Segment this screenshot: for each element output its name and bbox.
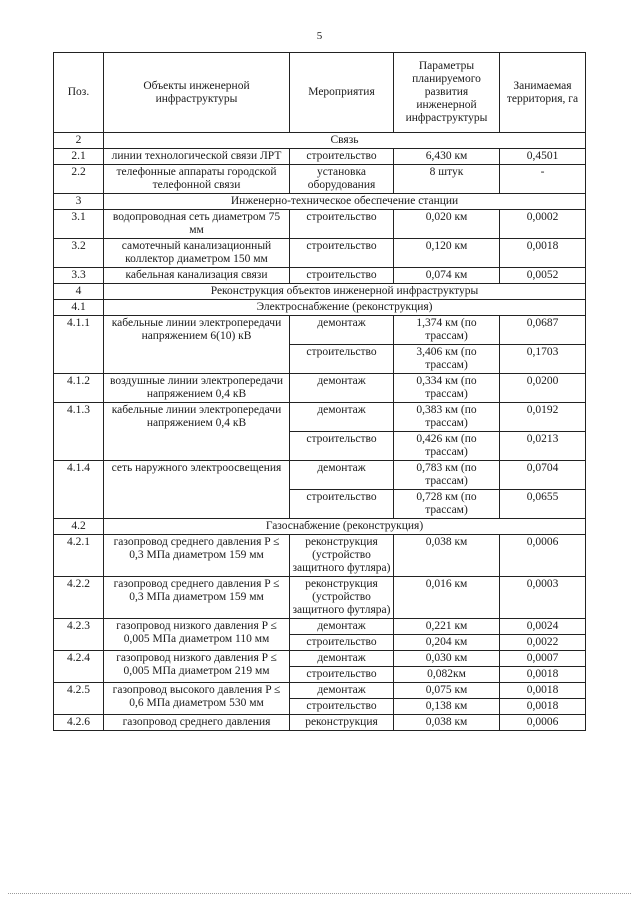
row-param: 1,374 км (по трассам) [394,316,500,345]
row-measure: демонтаж [290,683,394,699]
row-param: 0,728 км (по трассам) [394,490,500,519]
row-param: 0,016 км [394,577,500,619]
row-pos: 4.1.4 [54,461,104,519]
row-measure: демонтаж [290,651,394,667]
row-measure: реконструкция [290,715,394,731]
row-pos: 4.1.2 [54,374,104,403]
section-row [54,284,586,300]
section-row [54,519,586,535]
row-pos: 4.2.4 [54,651,104,683]
row-param: 0,334 км (по трассам) [394,374,500,403]
row-area: 0,0022 [500,635,586,651]
row-object: телефонные аппараты городской телефонной связи [104,165,290,194]
section-pos: 2 [54,133,104,149]
row-measure: строительство [290,635,394,651]
row-param: 3,406 км (по трассам) [394,345,500,374]
table-body [54,133,586,731]
header-measures: Мероприятия [290,53,394,133]
table-header-row [54,53,586,133]
scan-edge-line [8,893,631,894]
row-pos: 3.2 [54,239,104,268]
table-row [54,461,586,490]
row-object: водопроводная сеть диаметром 75 мм [104,210,290,239]
row-area: 0,0007 [500,651,586,667]
table-row [54,210,586,239]
row-area: 0,0003 [500,577,586,619]
row-param: 6,430 км [394,149,500,165]
row-pos: 4.1.1 [54,316,104,374]
row-param: 0,038 км [394,715,500,731]
row-param: 0,074 км [394,268,500,284]
row-param: 0,082км [394,667,500,683]
row-pos: 2.1 [54,149,104,165]
row-area: 0,4501 [500,149,586,165]
row-object: газопровод высокого давления P ≤ 0,6 МПа диаметром 530 мм [104,683,290,715]
header-pos: Поз. [54,53,104,133]
table-row [54,651,586,667]
section-row [54,194,586,210]
page-number: 5 [316,30,323,42]
row-pos: 3.1 [54,210,104,239]
row-param: 0,221 км [394,619,500,635]
row-area: 0,0192 [500,403,586,432]
row-area: 0,0687 [500,316,586,345]
row-measure: строительство [290,239,394,268]
row-measure: строительство [290,490,394,519]
row-param: 0,120 км [394,239,500,268]
section-row [54,133,586,149]
table-row [54,316,586,345]
header-territory: Занимаемая территория, га [500,53,586,133]
row-param: 0,204 км [394,635,500,651]
row-measure: строительство [290,345,394,374]
row-area: 0,0018 [500,239,586,268]
row-area: 0,0052 [500,268,586,284]
row-area: 0,0704 [500,461,586,490]
row-object: газопровод среднего давления P ≤ 0,3 МПа диаметром 159 мм [104,577,290,619]
section-title: Связь [104,133,586,149]
infrastructure-table [53,52,586,731]
row-measure: демонтаж [290,619,394,635]
row-object: сеть наружного электроосвещения [104,461,290,519]
row-object: кабельные линии электропередачи напряжением 0,4 кВ [104,403,290,461]
row-pos: 4.1.3 [54,403,104,461]
table-row [54,165,586,194]
table-row [54,619,586,635]
row-measure: строительство [290,699,394,715]
row-param: 0,426 км (по трассам) [394,432,500,461]
row-object: кабельная канализация связи [104,268,290,284]
row-param: 0,138 км [394,699,500,715]
header-params: Параметры планируемого развития инженерной инфраструктуры [394,53,500,133]
row-area: 0,1703 [500,345,586,374]
row-measure: строительство [290,432,394,461]
row-area: 0,0018 [500,667,586,683]
header-objects: Объекты инженерной инфраструктуры [104,53,290,133]
row-measure: строительство [290,268,394,284]
row-area: 0,0200 [500,374,586,403]
row-measure: строительство [290,667,394,683]
section-pos: 4.1 [54,300,104,316]
row-measure: демонтаж [290,461,394,490]
row-object: самотечный канализационный коллектор диаметром 150 мм [104,239,290,268]
row-pos: 4.2.1 [54,535,104,577]
row-object: газопровод низкого давления P ≤ 0,005 МПа диаметром 110 мм [104,619,290,651]
row-param: 0,783 км (по трассам) [394,461,500,490]
row-pos: 4.2.6 [54,715,104,731]
row-object: воздушные линии электропередачи напряжением 0,4 кВ [104,374,290,403]
row-area: 0,0006 [500,535,586,577]
section-pos: 4 [54,284,104,300]
row-measure: установка оборудования [290,165,394,194]
section-title: Электроснабжение (реконструкция) [104,300,586,316]
row-pos: 2.2 [54,165,104,194]
table-row [54,535,586,577]
row-pos: 3.3 [54,268,104,284]
row-pos: 4.2.5 [54,683,104,715]
row-param: 0,383 км (по трассам) [394,403,500,432]
row-param: 0,030 км [394,651,500,667]
row-param: 8 штук [394,165,500,194]
row-measure: реконструкция (устройство защитного футляра) [290,577,394,619]
row-area: 0,0018 [500,683,586,699]
table-row [54,149,586,165]
row-measure: строительство [290,210,394,239]
table-row [54,683,586,699]
row-area: - [500,165,586,194]
row-area: 0,0006 [500,715,586,731]
row-area: 0,0002 [500,210,586,239]
row-object: газопровод низкого давления P ≤ 0,005 МПа диаметром 219 мм [104,651,290,683]
row-param: 0,038 км [394,535,500,577]
table-row [54,577,586,619]
section-row [54,300,586,316]
row-measure: демонтаж [290,403,394,432]
row-pos: 4.2.3 [54,619,104,651]
section-pos: 3 [54,194,104,210]
table-row [54,403,586,432]
row-pos: 4.2.2 [54,577,104,619]
table-row [54,239,586,268]
row-param: 0,020 км [394,210,500,239]
row-object: газопровод среднего давления [104,715,290,731]
table-row [54,268,586,284]
row-object: линии технологической связи ЛРТ [104,149,290,165]
section-title: Газоснабжение (реконструкция) [104,519,586,535]
section-title: Реконструкция объектов инженерной инфраструктуры [104,284,586,300]
row-area: 0,0213 [500,432,586,461]
section-pos: 4.2 [54,519,104,535]
row-measure: реконструкция (устройство защитного футляра) [290,535,394,577]
row-area: 0,0018 [500,699,586,715]
row-measure: демонтаж [290,374,394,403]
row-area: 0,0024 [500,619,586,635]
row-measure: демонтаж [290,316,394,345]
row-object: газопровод среднего давления P ≤ 0,3 МПа диаметром 159 мм [104,535,290,577]
row-param: 0,075 км [394,683,500,699]
row-object: кабельные линии электропередачи напряжением 6(10) кВ [104,316,290,374]
row-measure: строительство [290,149,394,165]
table-row [54,374,586,403]
table-row [54,715,586,731]
row-area: 0,0655 [500,490,586,519]
section-title: Инженерно-техническое обеспечение станции [104,194,586,210]
